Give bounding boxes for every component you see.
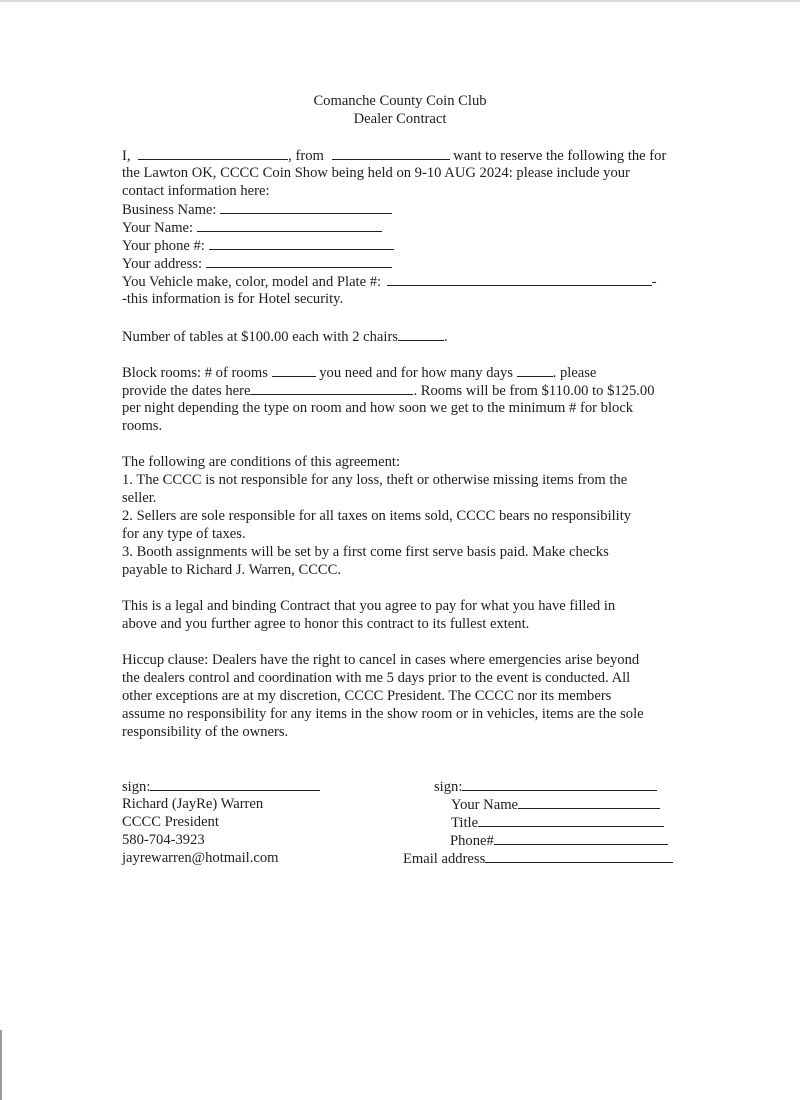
dealer-name-label: Your Name bbox=[451, 797, 519, 813]
president-sign-line[interactable] bbox=[150, 777, 320, 791]
rooms-dates-field[interactable] bbox=[250, 381, 413, 395]
hiccup-line-5: responsibility of the owners. bbox=[122, 724, 289, 740]
rooms-count-field[interactable] bbox=[272, 363, 316, 377]
hiccup-line-1: Hiccup clause: Dealers have the right to cancel in cases where emergencies arise beyond bbox=[122, 652, 640, 668]
business-name-field[interactable] bbox=[220, 200, 392, 214]
dealer-phone-field[interactable] bbox=[494, 831, 668, 845]
intro-section bbox=[122, 146, 692, 308]
security-note: -this information is for Hotel security. bbox=[122, 291, 344, 307]
rooms-price-text: . Rooms will be from $110.00 to $125.00 bbox=[413, 383, 655, 399]
hiccup-line-2: the dealers control and coordination with me 5 days prior to the event is conducted. All bbox=[122, 670, 631, 686]
legal-line-1: This is a legal and binding Contract that you agree to pay for what you have filled in bbox=[122, 598, 616, 614]
president-signature-block bbox=[122, 777, 362, 867]
rooms-section bbox=[122, 363, 692, 435]
dealer-title-label: Title bbox=[451, 815, 479, 831]
conditions-heading: The following are conditions of this agreement: bbox=[122, 454, 401, 470]
hiccup-line-4: assume no responsibility for any items in the show room or in vehicles, items are the sole bbox=[122, 706, 644, 722]
president-email: jayrewarren@hotmail.com bbox=[122, 850, 279, 866]
vehicle-dash: - bbox=[651, 274, 657, 290]
legal-section bbox=[122, 597, 692, 633]
hiccup-line-3: other exceptions are at my discretion, CCCC President. The CCCC nor its members bbox=[122, 688, 612, 704]
vehicle-label: You Vehicle make, color, model and Plate #: bbox=[122, 274, 382, 290]
dealer-email-field[interactable] bbox=[485, 849, 673, 863]
president-title: CCCC President bbox=[122, 814, 219, 830]
address-label: Your address: bbox=[122, 256, 203, 272]
condition-2-cont: for any type of taxes. bbox=[122, 526, 246, 542]
condition-2: 2. Sellers are sole responsible for all taxes on items sold, CCCC bears no responsibility bbox=[122, 508, 632, 524]
club-title: Comanche County Coin Club bbox=[313, 93, 487, 109]
rooms-line-4: rooms. bbox=[122, 418, 163, 434]
dealer-sign-label: sign: bbox=[434, 779, 463, 795]
president-name: Richard (JayRe) Warren bbox=[122, 796, 264, 812]
condition-3: 3. Booth assignments will be set by a first come first serve basis paid. Make checks bbox=[122, 544, 609, 560]
intro-want: want to reserve the following the for bbox=[453, 148, 667, 164]
dealer-sign-line[interactable] bbox=[462, 777, 657, 791]
dealer-location-blank[interactable] bbox=[332, 146, 450, 160]
address-field[interactable] bbox=[206, 254, 392, 268]
condition-1: 1. The CCCC is not responsible for any loss, theft or otherwise missing items from the bbox=[122, 472, 628, 488]
dealer-title-field[interactable] bbox=[478, 813, 664, 827]
tables-period: . bbox=[443, 329, 448, 345]
rooms-days-label: you need and for how many days bbox=[319, 365, 513, 381]
rooms-please: . please bbox=[552, 365, 597, 381]
dealer-name-blank[interactable] bbox=[138, 146, 288, 160]
scan-edge-left bbox=[0, 1030, 2, 1100]
legal-line-2: above and you further agree to honor this contract to its fullest extent. bbox=[122, 616, 530, 632]
business-name-label: Business Name: bbox=[122, 202, 217, 218]
president-sign-label: sign: bbox=[122, 779, 151, 795]
condition-1-cont: seller. bbox=[122, 490, 157, 506]
intro-line-3: contact information here: bbox=[122, 183, 270, 199]
hiccup-clause bbox=[122, 651, 692, 741]
tables-text: Number of tables at $100.00 each with 2 chairs bbox=[122, 329, 398, 345]
rooms-dates-label: provide the dates here bbox=[122, 383, 251, 399]
tables-count-field[interactable] bbox=[398, 327, 444, 341]
conditions-section bbox=[122, 453, 692, 579]
dealer-signature-block bbox=[403, 777, 693, 867]
phone-label: Your phone #: bbox=[122, 238, 205, 254]
tables-section bbox=[122, 327, 692, 345]
intro-line-2: the Lawton OK, CCCC Coin Show being held on 9-10 AUG 2024: please include your bbox=[122, 165, 630, 181]
your-name-field[interactable] bbox=[197, 218, 382, 232]
condition-3-cont: payable to Richard J. Warren, CCCC. bbox=[122, 562, 342, 578]
scan-edge-top bbox=[0, 0, 800, 2]
rooms-label: Block rooms: # of rooms bbox=[122, 365, 268, 381]
intro-from: , from bbox=[288, 148, 324, 164]
intro-i: I, bbox=[122, 148, 131, 164]
document-title: Dealer Contract bbox=[353, 111, 447, 127]
phone-field[interactable] bbox=[209, 236, 394, 250]
president-phone: 580-704-3923 bbox=[122, 832, 205, 848]
rooms-line-3: per night depending the type on room and how soon we get to the minimum # for block bbox=[122, 400, 634, 416]
dealer-name-field[interactable] bbox=[518, 795, 660, 809]
your-name-label: Your Name: bbox=[122, 220, 194, 236]
dealer-phone-label: Phone# bbox=[450, 833, 494, 849]
rooms-days-field[interactable] bbox=[517, 363, 553, 377]
dealer-email-label: Email address bbox=[403, 851, 486, 867]
vehicle-field[interactable] bbox=[387, 272, 652, 286]
